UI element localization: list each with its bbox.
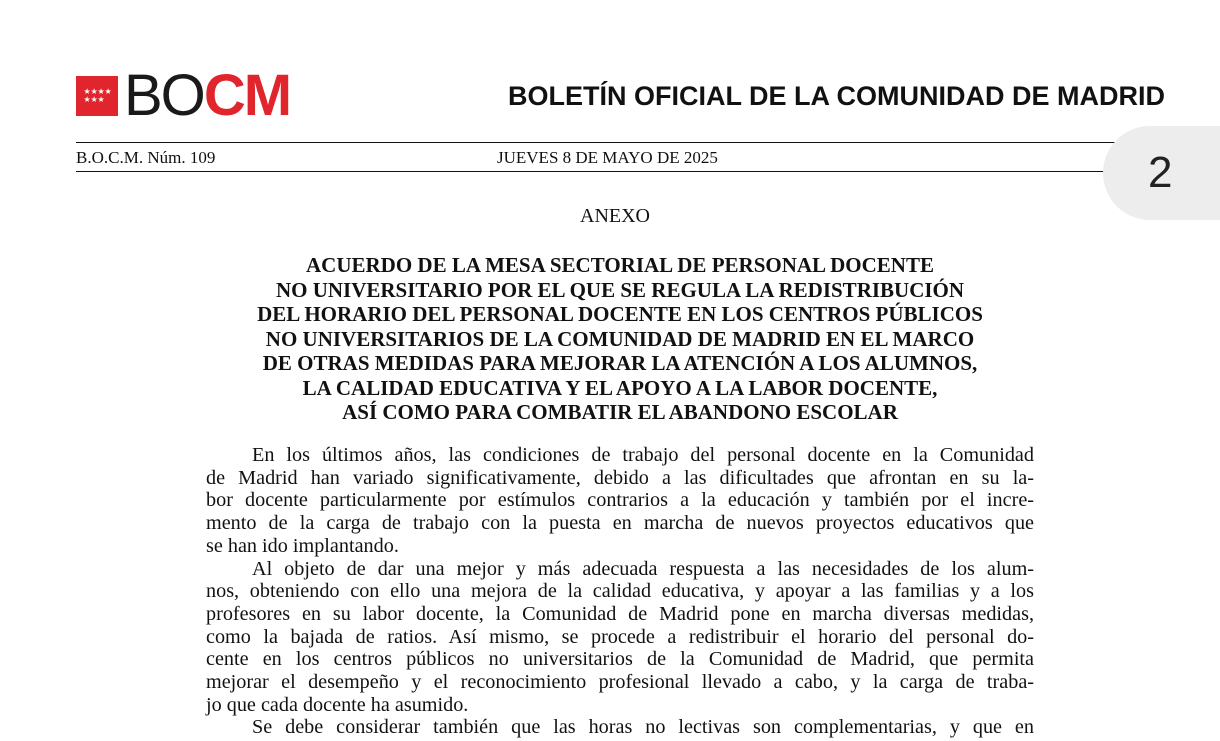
title-line: DEL HORARIO DEL PERSONAL DOCENTE EN LOS CENTROS PÚBLICOS <box>257 302 983 326</box>
issue-number: B.O.C.M. Núm. 109 <box>76 148 216 167</box>
logo-text-bo: BO <box>124 63 204 128</box>
text-line: En los últimos años, las condiciones de trabajo del personal docente en la Comunidad <box>252 444 1034 466</box>
title-line: DE OTRAS MEDIDAS PARA MEJORAR LA ATENCIÓN A LOS ALUMNOS, <box>262 351 978 375</box>
text-line: mejorar el desempeño y el reconocimiento profesional llevado a cabo, y la carga de traba- <box>206 671 1034 694</box>
page-number: 2 <box>1148 148 1173 197</box>
annex-heading: ANEXO <box>580 205 650 227</box>
star-icon: ★ <box>83 95 91 104</box>
text-line: se han ido implantando. <box>206 534 399 557</box>
document-body <box>206 444 1034 739</box>
issue-date: JUEVES 8 DE MAYO DE 2025 <box>497 148 718 167</box>
text-line: cente en los centros públicos no universitarios de la Comunidad de Madrid, que permita <box>206 648 1034 671</box>
star-icon: ★ <box>104 87 112 96</box>
paragraph-3 <box>206 716 1034 739</box>
flag-stars <box>84 89 111 103</box>
title-line: ACUERDO DE LA MESA SECTORIAL DE PERSONAL DOCENTE <box>305 253 934 277</box>
text-line: como la bajada de ratios. Así mismo, se procede a redistribuir el horario del personal do- <box>206 625 1034 648</box>
text-line: Se debe considerar también que las horas no lectivas son complementarias, y que en <box>252 716 1034 739</box>
star-icon: ★ <box>83 87 91 96</box>
title-line: NO UNIVERSITARIOS DE LA COMUNIDAD DE MADRID EN EL MARCO <box>265 326 975 351</box>
bocm-logo <box>76 63 291 128</box>
star-icon: ★ <box>97 95 105 104</box>
text-line: Al objeto de dar una mejor y más adecuada respuesta a las necesidades de los alum- <box>252 557 1034 580</box>
text-line: mento de la carga de trabajo con la puesta en marcha de nuevos proyectos educativos que <box>206 512 1034 535</box>
document-title <box>206 253 1034 425</box>
logo-text-cm: CM <box>203 63 291 128</box>
title-line: NO UNIVERSITARIO POR EL QUE SE REGULA LA REDISTRIBUCIÓN <box>275 277 965 302</box>
madrid-flag-icon <box>76 76 118 116</box>
header-rule-bottom <box>76 171 1120 172</box>
text-line: jo que cada docente ha asumido. <box>206 693 469 716</box>
logo-wordmark <box>124 63 291 128</box>
star-icon: ★ <box>90 95 98 104</box>
star-icon: ★ <box>97 87 105 96</box>
star-icon: ★ <box>90 87 98 96</box>
paragraph-1 <box>206 444 1034 558</box>
header-rule-top <box>76 142 1120 143</box>
text-line: profesores en su labor docente, la Comunidad de Madrid pone en marcha diversas medidas, <box>206 602 1034 625</box>
text-line: de Madrid han variado significativamente, debido a las dificultades que afrontan en su la- <box>206 466 1034 489</box>
paragraph-2 <box>206 558 1034 717</box>
title-line: ASÍ COMO PARA COMBATIR EL ABANDONO ESCOLAR <box>342 400 898 424</box>
bulletin-title: BOLETÍN OFICIAL DE LA COMUNIDAD DE MADRID <box>508 81 1165 111</box>
text-line: nos, obteniendo con ello una mejora de la calidad educativa, y apoyar a las familias y a los <box>206 580 1034 603</box>
title-line: LA CALIDAD EDUCATIVA Y EL APOYO A LA LABOR DOCENTE, <box>302 375 938 400</box>
text-line: bor docente particularmente por estímulos contrarios a la educación y también por el incre- <box>206 489 1034 512</box>
